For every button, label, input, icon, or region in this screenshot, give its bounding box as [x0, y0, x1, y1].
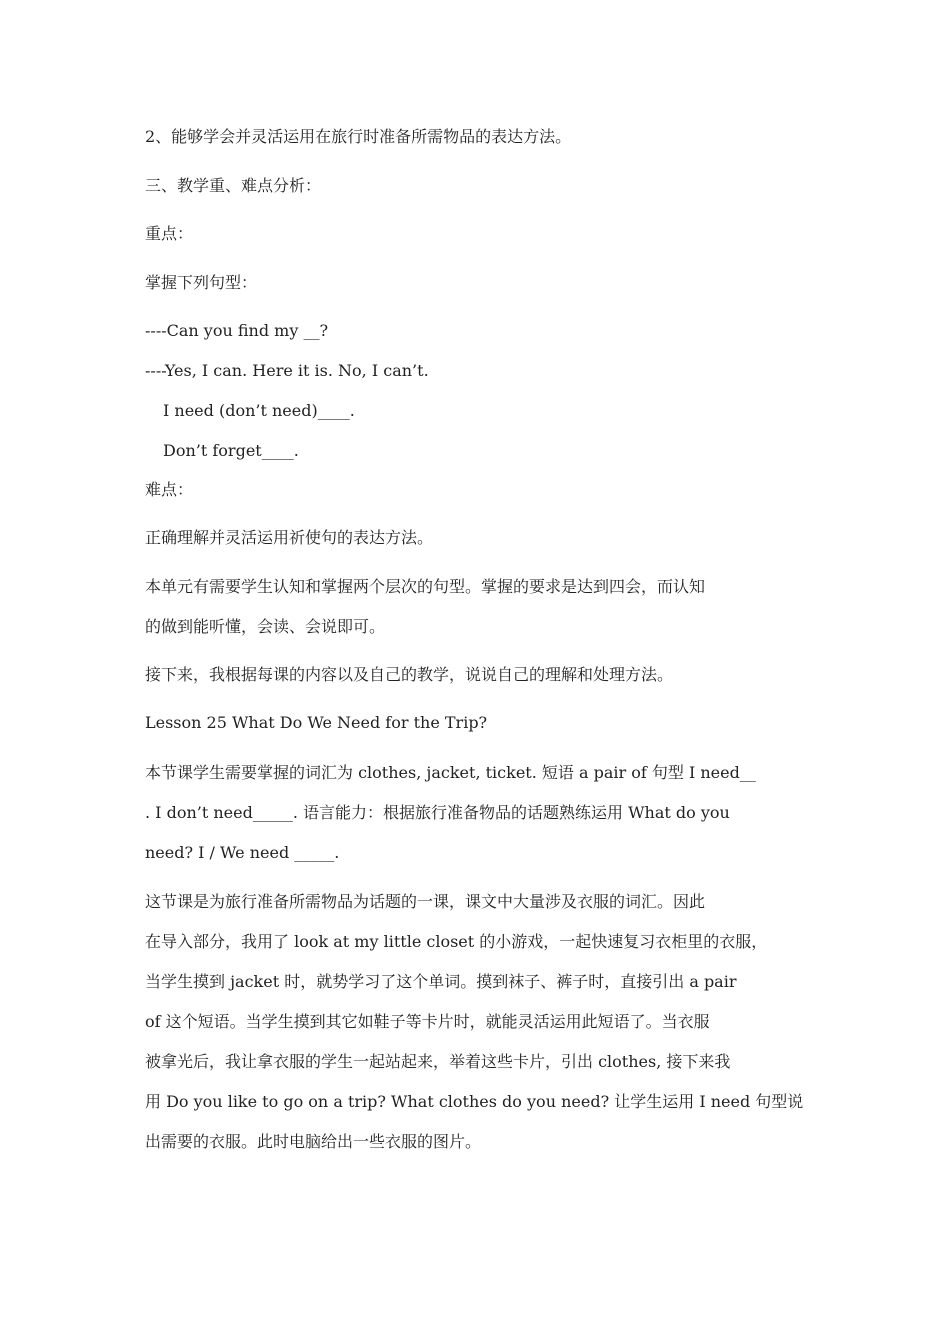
lesson-procedure-line: of 这个短语。当学生摸到其它如鞋子等卡片时，就能灵活运用此短语了。当衣服 [145, 1012, 710, 1031]
lesson-title: Lesson 25 What Do We Need for the Trip? [145, 713, 488, 732]
pattern-i-need: I need (don’t need)____. [163, 401, 355, 420]
lesson-procedure-line: 当学生摸到 jacket 时，就势学习了这个单词。摸到袜子、裤子时，直接引出 a pair [145, 972, 737, 991]
unit-overview-line: 的做到能听懂，会读、会说即可。 [145, 617, 386, 636]
lesson-vocabulary-paragraph [145, 753, 815, 873]
key-point-label: 重点： [145, 224, 194, 243]
lesson-vocabulary-line: need? I / We need _____. [145, 843, 340, 862]
lesson-procedure-line: 这节课是为旅行准备所需物品为话题的一课，课文中大量涉及衣服的词汇。因此 [145, 892, 706, 911]
pattern-dont-forget: Don’t forget____. [163, 441, 299, 460]
lesson-vocabulary-line: 本节课学生需要掌握的词汇为 clothes, jacket, ticket. 短语 a pair of 句型 I need__ [145, 763, 756, 782]
unit-overview-paragraph [145, 567, 815, 647]
objective-2: 2、能够学会并灵活运用在旅行时准备所需物品的表达方法。 [145, 127, 572, 146]
sentence-patterns-intro: 掌握下列句型： [145, 273, 258, 292]
lesson-procedure-line: 在导入部分，我用了 look at my little closet 的小游戏，一起快速复习衣柜里的衣服， [145, 932, 768, 951]
unit-overview-line: 本单元有需要学生认知和掌握两个层次的句型。掌握的要求是达到四会，而认知 [145, 577, 706, 596]
lesson-procedure-line: 出需要的衣服。此时电脑给出一些衣服的图片。 [145, 1132, 482, 1151]
section-heading-key-points: 三、教学重、难点分析： [145, 176, 322, 195]
pattern-can-you-find: ----Can you find my __? [145, 321, 329, 340]
lesson-procedure-paragraph [145, 882, 815, 1162]
difficult-point-label: 难点： [145, 480, 194, 499]
lesson-vocabulary-line: . I don’t need_____. 语言能力：根据旅行准备物品的话题熟练运用 What do you [145, 803, 730, 822]
difficult-point-text: 正确理解并灵活运用祈使句的表达方法。 [145, 528, 434, 547]
lesson-procedure-line: 用 Do you like to go on a trip? What clothes do you need? 让学生运用 I need 句型说 [145, 1092, 804, 1111]
lesson-procedure-line: 被拿光后，我让拿衣服的学生一起站起来，举着这些卡片，引出 clothes, 接下来我 [145, 1052, 731, 1071]
pattern-yes-i-can: ----Yes, I can. Here it is. No, I can’t. [145, 361, 429, 380]
transition-paragraph: 接下来，我根据每课的内容以及自己的教学，说说自己的理解和处理方法。 [145, 665, 674, 684]
